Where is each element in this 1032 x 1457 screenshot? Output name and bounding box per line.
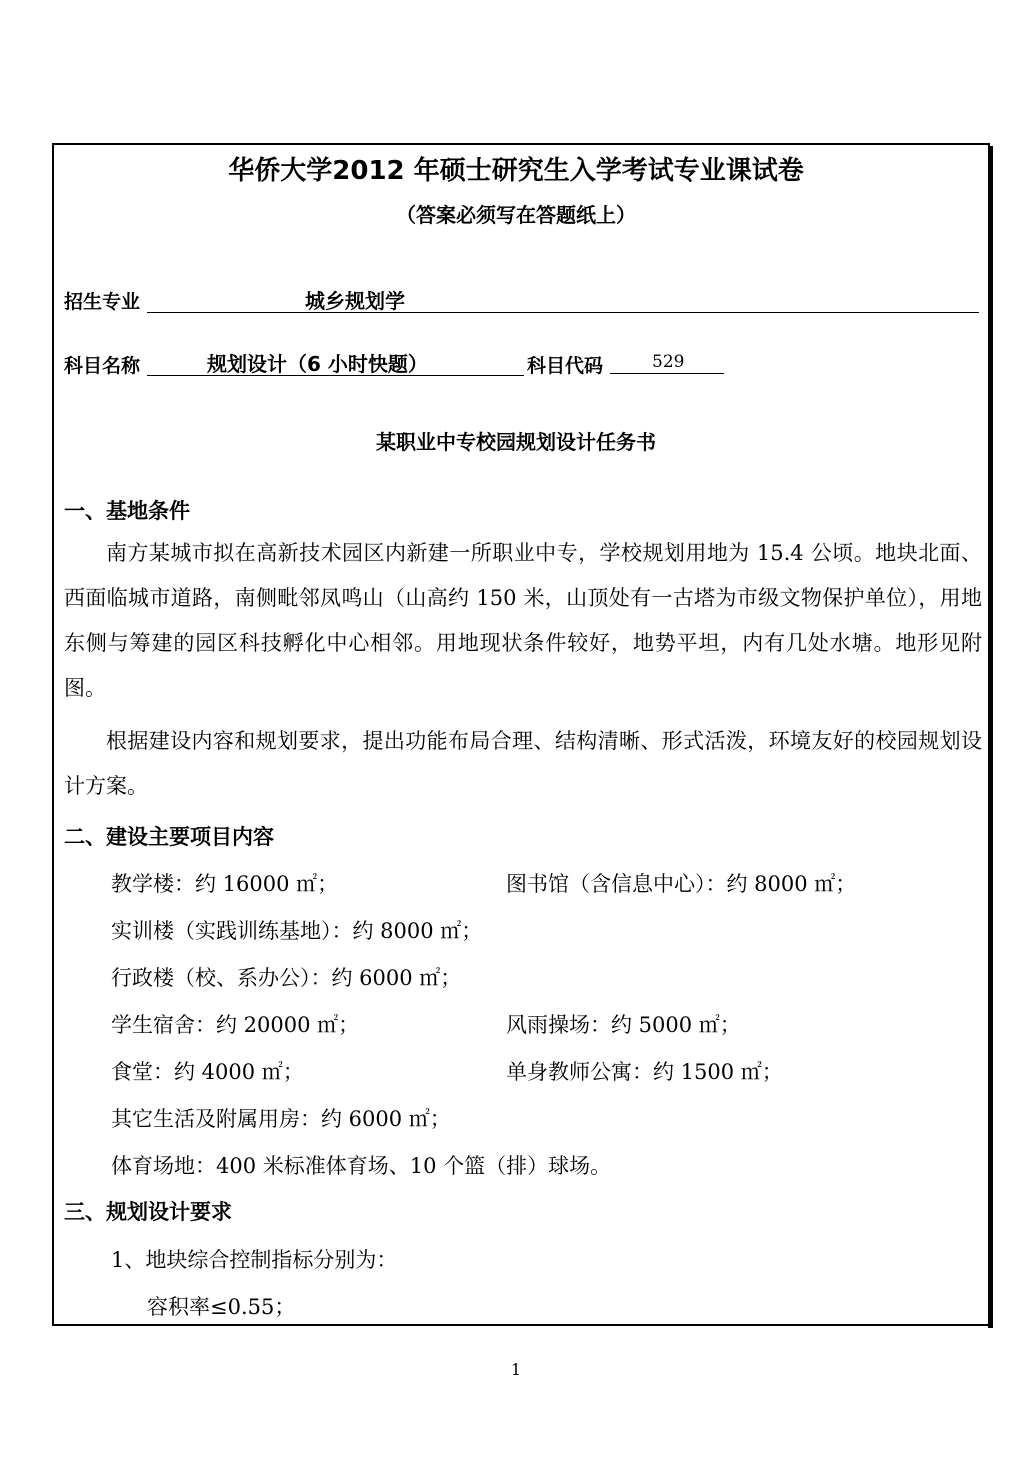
exam-title: 华侨大学2012 年硕士研究生入学考试专业课试卷 <box>228 156 804 186</box>
item-library: 图书馆（含信息中心）：约 8000 ㎡； <box>506 872 857 896</box>
item-canteen: 食堂：约 4000 ㎡； <box>111 1060 304 1084</box>
subject-label: 科目名称 <box>64 355 141 377</box>
section1-paragraph-1: 南方某城市拟在高新技术园区内新建一所职业中专，学校规划用地为 15.4 公顷。地块北面、西面临城市道路，南侧毗邻凤鸣山（山高约 150 米，山顶处有一古塔为市级文物保护单位），用地东侧与筹建的园区科技孵化中心相邻。用地现状条件较好，地势平坦，内有几处水塘。地形见附图。 <box>64 541 982 700</box>
frame-shadow <box>988 146 993 1328</box>
floor-area-ratio: 容积率≤0.55； <box>147 1295 296 1319</box>
section2-heading: 二、建设主要项目内容 <box>64 825 274 849</box>
section1-heading: 一、基地条件 <box>64 499 190 523</box>
item-sports-fields: 体育场地：400 米标准体育场、10 个篮（排）球场。 <box>111 1154 612 1178</box>
section3-subitem-1: 1、地块综合控制指标分别为： <box>111 1248 398 1272</box>
item-other-buildings: 其它生活及附属用房：约 6000 ㎡； <box>111 1107 451 1131</box>
item-gymnasium: 风雨操场：约 5000 ㎡； <box>506 1013 741 1037</box>
major-value: 城乡规划学 <box>305 289 405 313</box>
item-dormitory: 学生宿舍：约 20000 ㎡； <box>111 1013 360 1037</box>
code-label: 科目代码 <box>527 355 604 377</box>
code-value: 529 <box>652 352 685 372</box>
section3-heading: 三、规划设计要求 <box>64 1200 232 1224</box>
section1-paragraph-2: 根据建设内容和规划要求，提出功能布局合理、结构清晰、形式活泼，环境友好的校园规划设计方案。 <box>64 729 982 798</box>
code-underline <box>610 373 724 374</box>
page-number: 1 <box>510 1360 522 1379</box>
subject-value: 规划设计（6 小时快题） <box>207 352 428 376</box>
major-label: 招生专业 <box>64 291 141 313</box>
item-training-building: 实训楼（实践训练基地）：约 8000 ㎡； <box>111 919 483 943</box>
item-teacher-apartment: 单身教师公寓：约 1500 ㎡； <box>506 1060 783 1084</box>
major-underline <box>147 312 979 313</box>
task-title: 某职业中专校园规划设计任务书 <box>376 430 656 454</box>
item-teaching-building: 教学楼：约 16000 ㎡； <box>111 872 339 896</box>
item-admin-building: 行政楼（校、系办公）：约 6000 ㎡； <box>111 966 462 990</box>
exam-subtitle: （答案必须写在答题纸上） <box>396 203 636 227</box>
